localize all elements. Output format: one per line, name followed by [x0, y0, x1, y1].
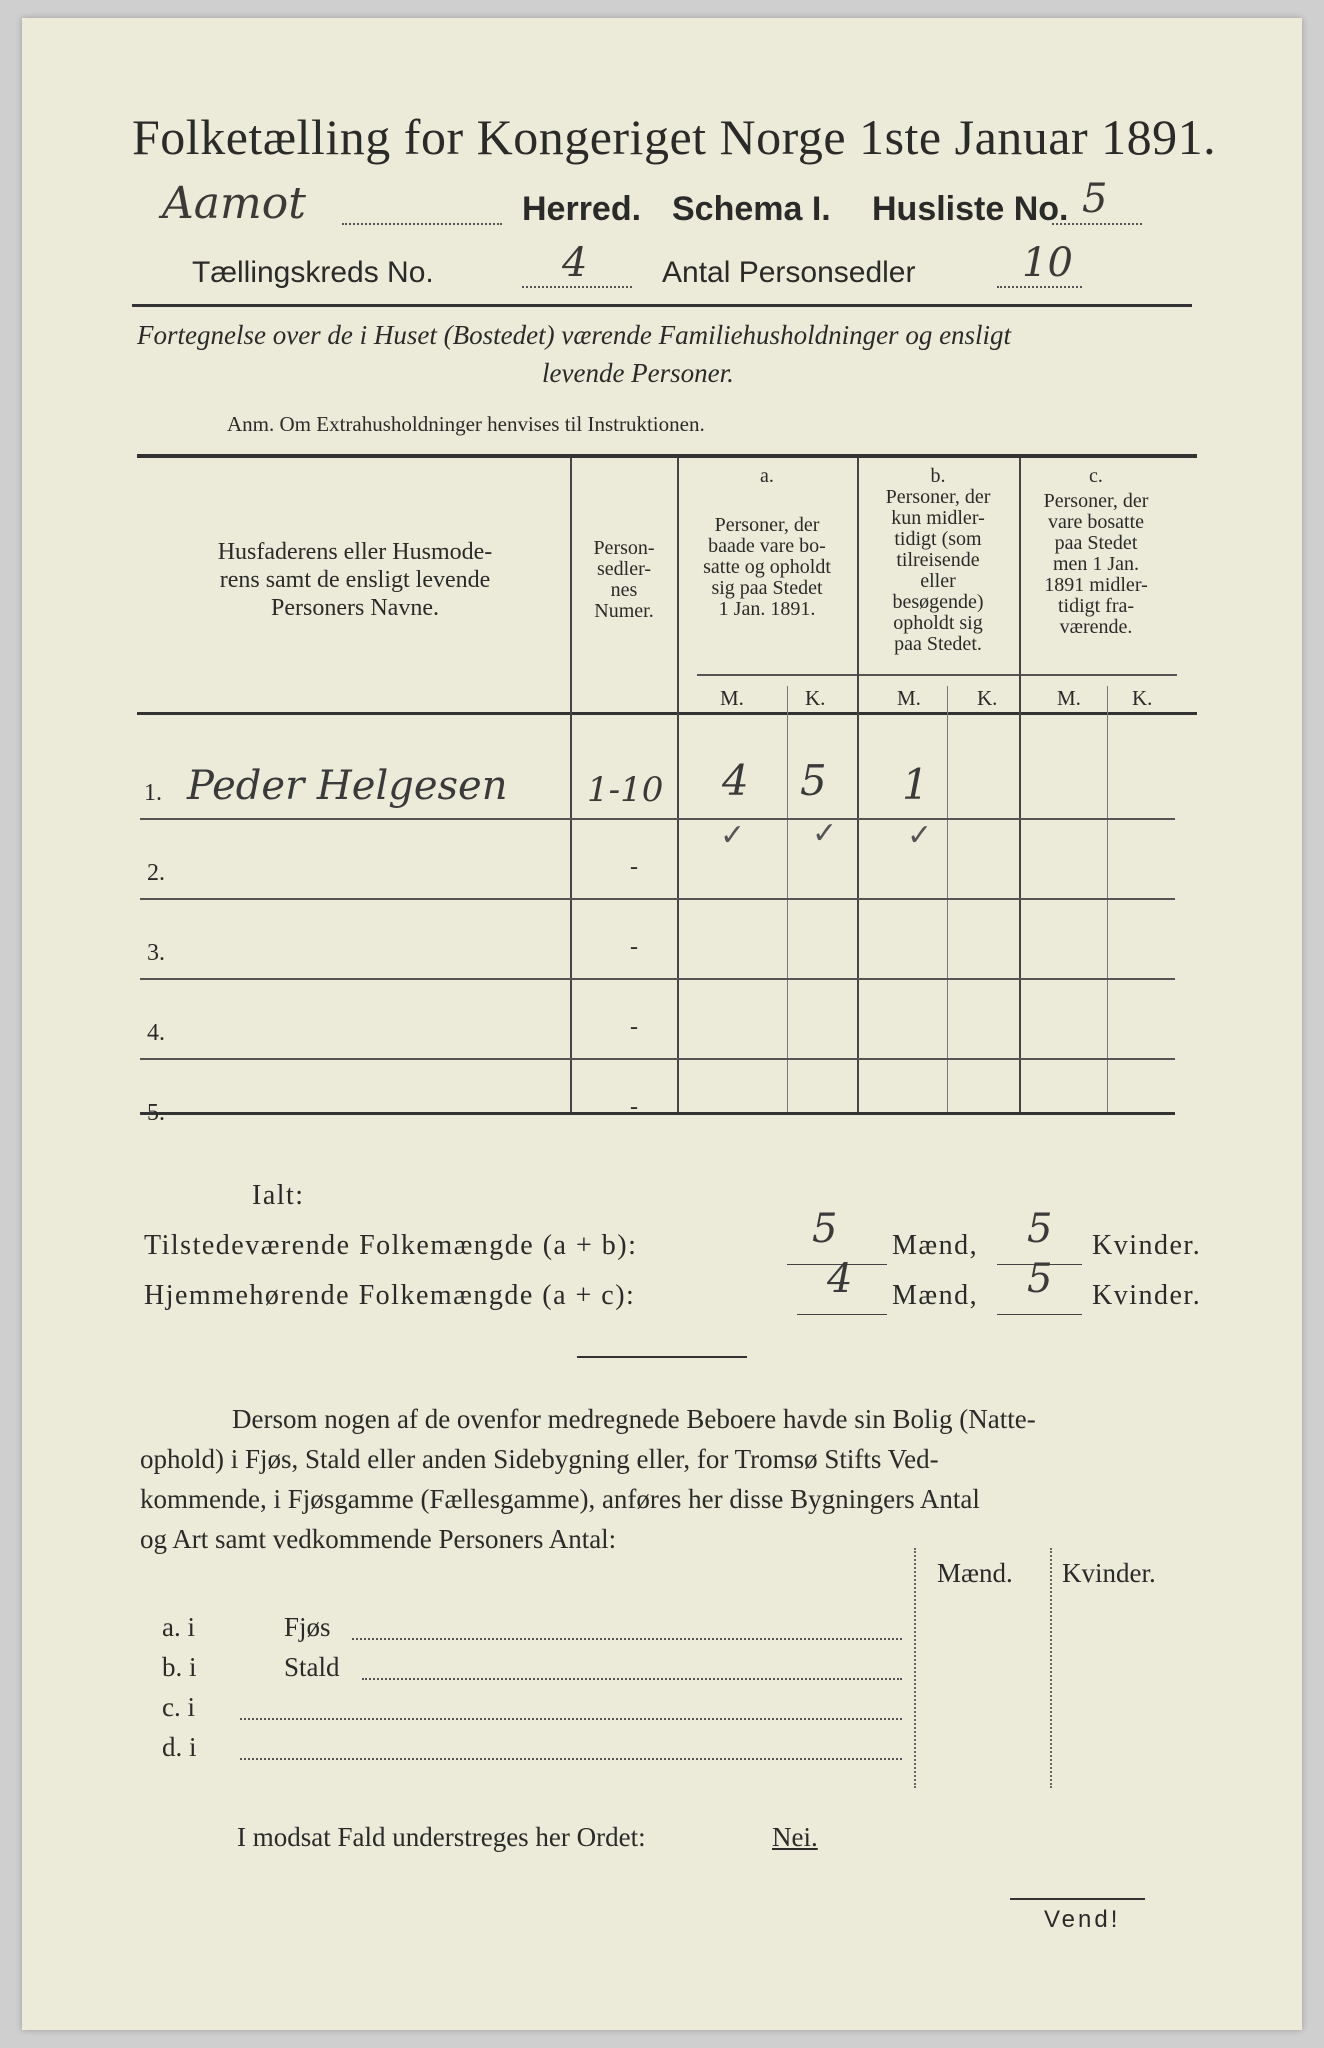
husliste-dots: [1052, 223, 1142, 225]
hjemme-kvinder-value: 5: [1027, 1256, 1053, 1302]
para-line-4: og Art samt vedkommende Personers Antal:: [140, 1524, 617, 1554]
ialt-label: Ialt:: [252, 1180, 305, 1211]
vline-3: [857, 458, 859, 1112]
tilstede-kvinder-value: 5: [1027, 1206, 1053, 1252]
check-mark-a-m: ✓: [720, 818, 746, 853]
item-a-label: Fjøs: [284, 1612, 331, 1642]
row-line-2: [140, 898, 1175, 900]
hjemme-label: Hjemmehørende Folkemængde (a + c):: [144, 1280, 636, 1311]
herred-dots: [342, 223, 502, 225]
intro-line-1: Fortegnelse over de i Huset (Bostedet) værende Familiehusholdninger og ensligt: [137, 320, 1012, 350]
item-c-dots: [240, 1718, 902, 1720]
hjemme-maend-line: [797, 1314, 887, 1315]
para-line-3: kommende, i Fjøsgamme (Fællesgamme), anføres her disse Bygningers Antal: [140, 1484, 980, 1514]
vend-rule: [1010, 1898, 1145, 1900]
col-head-c: c. Personer, der vare bosatte paa Stedet men 1 Jan. 1891 midler- tidigt fra- værende.: [1043, 465, 1149, 638]
check-mark-a-k: ✓: [812, 816, 838, 851]
sub-a-k: K.: [805, 686, 826, 710]
personsedler-dots: [997, 286, 1082, 288]
taellingskreds-dots: [522, 286, 632, 288]
table-head-bottom-rule: [137, 712, 1197, 715]
item-d-key: d. i: [162, 1732, 197, 1762]
para-vline-2: [1050, 1548, 1053, 1788]
row-1-a-k: 5: [800, 756, 827, 805]
item-b-key: b. i: [162, 1652, 197, 1682]
row-3-number: 3.: [147, 940, 165, 966]
item-a-key: a. i: [162, 1612, 195, 1642]
row-3-sedler: -: [630, 934, 638, 960]
sub-c-m: M.: [1057, 686, 1081, 710]
row-line-1: [140, 818, 1175, 820]
hjemme-kvinder-label: Kvinder.: [1092, 1280, 1202, 1311]
col-head-a: a. Personer, der baade vare bo- satte og opholdt sig paa Stedet 1 Jan. 1891.: [703, 465, 831, 620]
vline-4: [1019, 458, 1021, 1112]
row-line-3: [140, 978, 1175, 980]
personsedler-number: 10: [1022, 240, 1073, 286]
para-vline-1: [914, 1548, 917, 1788]
tilstede-kvinder-label: Kvinder.: [1092, 1230, 1202, 1261]
census-form-page: [22, 18, 1302, 2030]
row-4-number: 4.: [147, 1020, 165, 1046]
row-1-sedler: 1-10: [587, 770, 664, 810]
form-title: Folketælling for Kongeriget Norge 1ste Januar 1891.: [132, 109, 1217, 165]
row-1-number: 1.: [144, 780, 162, 806]
anm-note: Anm. Om Extrahusholdninger henvises til Instruktionen.: [227, 412, 705, 436]
subhead-rule: [697, 674, 1177, 676]
check-mark-b-m: ✓: [907, 818, 933, 853]
col-head-number: Person- sedler- nes Numer.: [593, 537, 655, 622]
item-b-label: Stald: [284, 1652, 340, 1682]
para-kvinder-head: Kvinder.: [1062, 1558, 1156, 1588]
row-5-number: 5.: [147, 1100, 165, 1126]
hjemme-maend-value: 4: [827, 1256, 853, 1302]
sub-b-m: M.: [897, 686, 921, 710]
item-b-dots: [362, 1678, 902, 1680]
row-1-a-m: 4: [722, 756, 749, 805]
personsedler-label: Antal Personsedler: [662, 256, 916, 289]
taellingskreds-number: 4: [562, 240, 588, 286]
tilstede-maend-label: Mænd,: [892, 1230, 979, 1261]
table-bottom-rule: [140, 1112, 1175, 1115]
row-line-4: [140, 1058, 1175, 1060]
sub-c-k: K.: [1132, 686, 1153, 710]
item-a-dots: [352, 1638, 902, 1640]
col-head-name: Husfaderens eller Husmode- rens samt de ensligt levende Personers Navne.: [217, 539, 493, 621]
row-5-sedler: -: [630, 1094, 638, 1120]
section-divider: [577, 1356, 747, 1358]
tilstede-maend-value: 5: [812, 1206, 838, 1252]
modsat-text: I modsat Fald understreges her Ordet:: [237, 1822, 646, 1852]
hjemme-kvinder-line: [997, 1314, 1082, 1315]
row-4-sedler: -: [630, 1014, 638, 1040]
row-2-number: 2.: [147, 860, 165, 886]
intro-line-2: levende Personer.: [542, 358, 734, 388]
item-c-key: c. i: [162, 1692, 195, 1722]
row-1-name: Peder Helgesen: [187, 763, 508, 809]
col-head-b: b. Personer, der kun midler- tidigt (som tilreisende eller besøgende) opholdt sig paa Stedet.: [885, 465, 991, 655]
hjemme-maend-label: Mænd,: [892, 1280, 979, 1311]
sub-b-k: K.: [977, 686, 998, 710]
nei-word: Nei.: [772, 1822, 818, 1852]
header-rule: [132, 304, 1192, 307]
husliste-number: 5: [1082, 176, 1108, 222]
taellingskreds-label: Tællingskreds No.: [192, 256, 434, 289]
herred-name: Aamot: [162, 178, 306, 229]
row-2-sedler: -: [630, 854, 638, 880]
table-top-rule: [137, 454, 1197, 458]
vline-1: [570, 458, 572, 1112]
para-line-1: Dersom nogen af de ovenfor medregnede Beboere havde sin Bolig (Natte-: [232, 1404, 1036, 1434]
row-1-b-m: 1: [902, 760, 929, 809]
husliste-label: Husliste No.: [872, 190, 1069, 228]
tilstede-label: Tilstedeværende Folkemængde (a + b):: [144, 1230, 638, 1261]
item-d-dots: [240, 1758, 902, 1760]
herred-label: Herred.: [522, 190, 642, 228]
schema-label: Schema I.: [672, 190, 831, 228]
vline-2: [677, 458, 679, 1112]
para-line-2: ophold) i Fjøs, Stald eller anden Sidebygning eller, for Tromsø Stifts Ved-: [140, 1444, 939, 1474]
vend-label: Vend!: [1044, 1906, 1121, 1933]
sub-a-m: M.: [720, 686, 744, 710]
para-maend-head: Mænd.: [937, 1558, 1013, 1588]
